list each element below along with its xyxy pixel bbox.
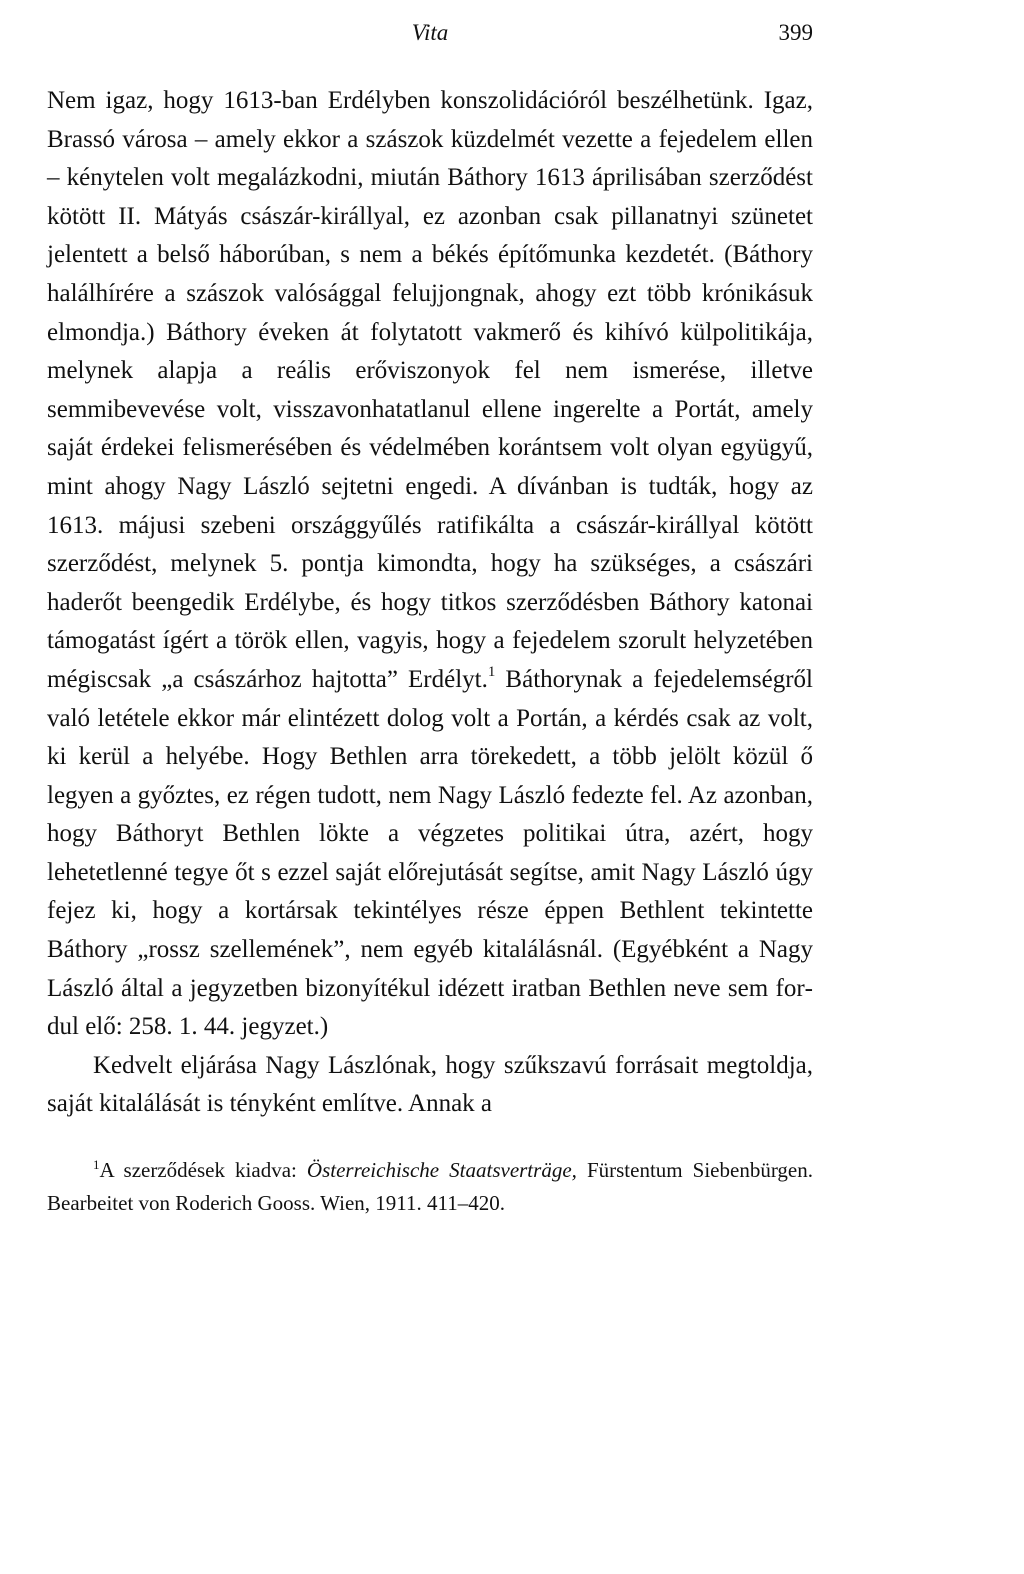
footnote-text-before: A szerződések kiadva: — [99, 1158, 307, 1183]
paragraph-1 — [47, 82, 813, 1047]
paragraph-2: Kedvelt eljárása Nagy Lászlónak, hogy szűkszavú forrásait megtoldja, saját kitalálását is tényként említve. Annak a — [47, 1051, 813, 1118]
paragraph-1-text: Nem igaz, hogy 1613-ban Erdélyben konszolidációról beszélhetünk. Igaz, Brassó városa – amely ekkor a szászok küzdelmét vezette a fejedelem ellen – kénytelen volt megalázkodni, miután Báthory 1613 áprilisában szerződést kötött II. Mátyás császár-királlyal, ez azonban csak pillanatnyi szünetet jelentett a belső háborúban, s nem a békés építőmunka kezdetét. (Báthory halálhírére a szászok valósággal felujjongnak, ahogy ezt több krónikásuk elmondja.) Báthory éveken át folytatott vakmerő és kihívó külpolitikája, melynek alapja a reális erőviszonyok fel nem ismerése, illetve semmibevevése volt, visszavonhatatlanul ellene ingerelte a Portát, amely saját érdekei felismerésében és védelmében korántsem volt olyan együgyű, mint ahogy Nagy László sejtetni engedi. A dívánban is tudták, hogy az 1613. májusi szebeni országgyűlés ratifikálta a császár-királlyal kötött szerződést, melynek 5. pontja kimondta, hogy ha szükséges, a császári haderőt beengedik Erdélybe, és hogy titkos szerződésben Báthory katonai támogatást ígért a török ellen, vagyis, hogy a fejedelem szorult helyzetében mégiscsak „a császárhoz hajtotta” Erdélyt. — [47, 87, 813, 693]
footnote-text-after: Fürstentum Siebenbürgen. Bearbeitet von Roderich Gooss. Wien, 1911. 411–420. — [47, 1158, 813, 1216]
body-text — [47, 82, 813, 1124]
book-page — [47, 18, 813, 1220]
running-head — [47, 18, 813, 48]
page-number: 399 — [778, 20, 813, 45]
footnote-italic-title: Österreichische Staatsverträge, — [306, 1158, 577, 1183]
footnote-reference: 1 — [487, 663, 496, 680]
footnote — [47, 1154, 813, 1220]
running-head-title: Vita — [411, 20, 449, 45]
footnote-marker: 1 — [93, 1157, 100, 1173]
paragraph-1-continuation: Báthorynak a fejedelemségről való letétele ekkor már elintézett dolog volt a Portán, a kérdés csak az volt, ki kerül a helyébe. Hogy Bethlen arra törekedett, a több jelölt közül ő legyen a győztes, ez régen tudott, nem Nagy László fedezte fel. Az azonban, hogy Báthoryt Bethlen lökte a végzetes politikai útra, azért, hogy lehetetlenné tegye őt s ezzel saját előrejutását segítse, amit Nagy László úgy fejez ki, hogy a kortársak tekintélyes része éppen Bethlent tekintette Báthory „rossz szellemének”, nem egyéb kitalálásnál. (Egyébként a Nagy László által a jegyzetben bizonyítékul idézett iratban Bethlen neve sem fordul elő: 258. 1. 44. jegyzet.) — [47, 665, 813, 1041]
